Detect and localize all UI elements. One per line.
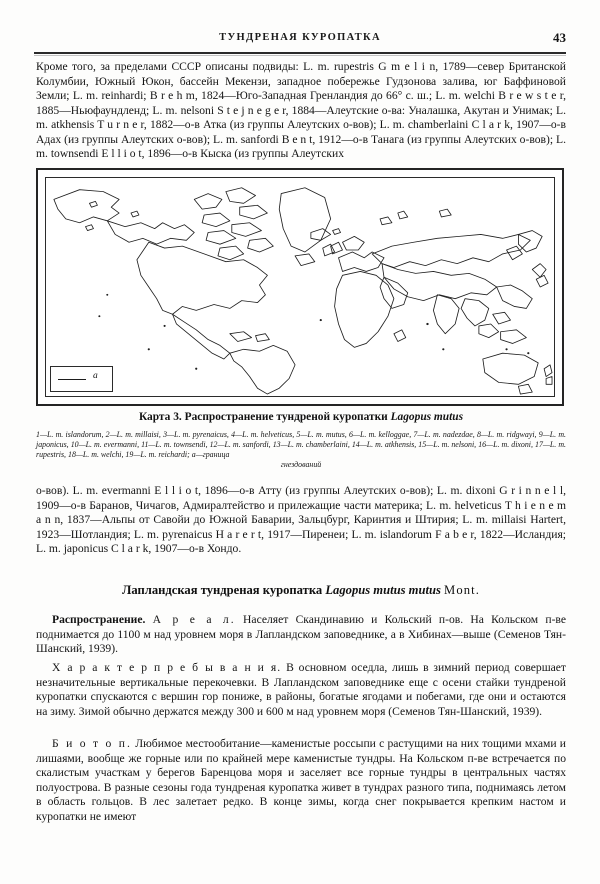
species-author: Mont. [444,583,480,597]
figure-legend-text: 1—L. m. islandorum, 2—L. m. millaisi, 3—L. m. pyrenaicus, 4—L. m. helveticus, 5—L. m. mutus, 6—L. m. kelloggae, 7—L. m. nadezdae, 8—L. m. ridgwayi, 9—L. m. japonicus, 10—L. m. evermanni, 11—L. m. townsendi, 12—L. m. sanfordi, 13—L. m. chamberlaini, 14—L. m. atkhensis, 15—L. m. nelsoni, 16—L. m. dixoni, 17—L. m. rupestris, 18—L. m. welchi, 19—L. m. reichardi; a—граница [36,430,566,460]
distribution-map-figure [36,168,564,406]
legend-symbol-label: a [93,371,98,381]
map-canvas [45,177,555,397]
section-subhead-label: А р е а л. [152,613,236,626]
paragraph-subspecies-list-part1 [36,60,566,162]
section-subhead-label: Б и о т о п. [52,737,133,750]
section-body-text: В основном оседла, лишь в зимний период совершает незначительные вертикальные перекочевки. В Лапландском заповеднике еще с осени стайки тундреной куропатки спускаются с вершин гор пониже, в районы, богатые ягодами и побегами, где они и остаются на зиму. Зимой обычно держатся между 300 и 600 м над уровнем моря (Семенов Тян-Шанский, 1939). [36,661,566,718]
section-body-text: Населяет Скандинавию и Кольский п-ов. На Кольском п-ве поднимается до 1100 м над уровнем моря в Лапландском заповеднике, а в Хибинах—выше (Семенов Тян-Шанский, 1939). [36,613,566,656]
running-head-title: ТУНДРЕНАЯ КУРОПАТКА [219,32,381,43]
map-inset-legend [50,366,113,392]
paragraph-text: о-вов). L. m. evermanni E l l i o t, 1896—о-в Атту (из группы Алеутских о-вов); L. m. dixoni G r i n n e l l, 1909—о-в Баранов, Чичагов, Адмиралтейство и прилежащие части материка; L. m. helveticus T h i e n e m a n n, 1837—Альпы от Савойи до Южной Баварии, Зальцбург, Каринтия и Штирия; L. m. millaisi Hartert, 1923—Шотландия; L. m. pyrenaicus H a r e r t, 1917—Пиренеи; L. m. islandorum F a b e r, 1822—Исландия; L. m. japonicus C l a r k, 1907—о-в Хондо. [36,484,566,556]
figure-species-name: Lagopus mutus [390,411,464,423]
world-map-outline [46,178,554,396]
map-frame [36,168,564,406]
species-russian-name: Лапландская тундреная куропатка [122,583,323,597]
paragraph-subspecies-list-part2 [36,484,566,557]
species-latin-name: Lagopus mutus mutus [325,583,441,597]
species-heading [36,583,566,598]
header-rule [34,52,566,54]
figure-caption-title [36,411,566,423]
figure-number: Карта 3. [138,411,182,423]
figure-legend-keys [36,430,566,470]
section-subhead-label: Х а р а к т е р п р е б ы в а н и я. [52,661,282,674]
paragraph-text: Кроме того, за пределами СССР описаны подвиды: L. m. rupestris G m e l i n, 1789—север Британской Колумбии, Южный Юкон, бассейн Мекензи, западное побережье Гудзонова залива, юг Баффиновой Земли; L. m. reinhardi; B r e h m, 1824—Юго-Западная Гренландия до 66° с. ш.; L. m. welchi B r e w s t e r, 1885—Ньюфаундленд; L. m. nelsoni S t e j n e g e r, 1884—Алеутские о-ва: Уналашка, Акутан и Унимак; L. m. atkhensis T u r n e r, 1882—о-в Атка (из группы Алеутских о-вов); L. m. chamberlaini C l a r k, 1907—о-в Адах (из группы Алеутских о-вов); L. m. sanfordi B e n t, 1912—о-в Танага (из группы Алеутских о-вов); L. m. townsendi E l l i o t, 1896—о-в Кыска (из группы Алеутских [36,60,566,161]
legend-line-symbol [58,379,86,380]
running-head [34,32,566,52]
figure-title-text: Распространение тундреной куропатки [184,411,388,423]
section-rasprostranenie [36,613,566,657]
page-number: 43 [553,30,566,45]
section-body-text: Любимое местообитание—каменистые россыпи с растущими на них тощими мхами и лишаями, вообще же горные или по крайней мере каменистые тундры. На Кольском п-ве встречается по скалистым участкам у берегов Баренцова моря и заселяет все горные тундры в центральных частях полуострова. В разные сезоны года тундреная куропатка живет в тундрах разного типа, поднимаясь летом в область гольцов. В лес залетает редко. В конце зимы, когда снег покрывается крепким настом и куропатки не имеют [36,737,566,823]
figure-legend-tail: гнездований [280,460,322,470]
section-harakter-prebyvaniya [36,661,566,719]
section-lead-label: Распространение. [52,613,146,626]
section-biotop [36,737,566,824]
